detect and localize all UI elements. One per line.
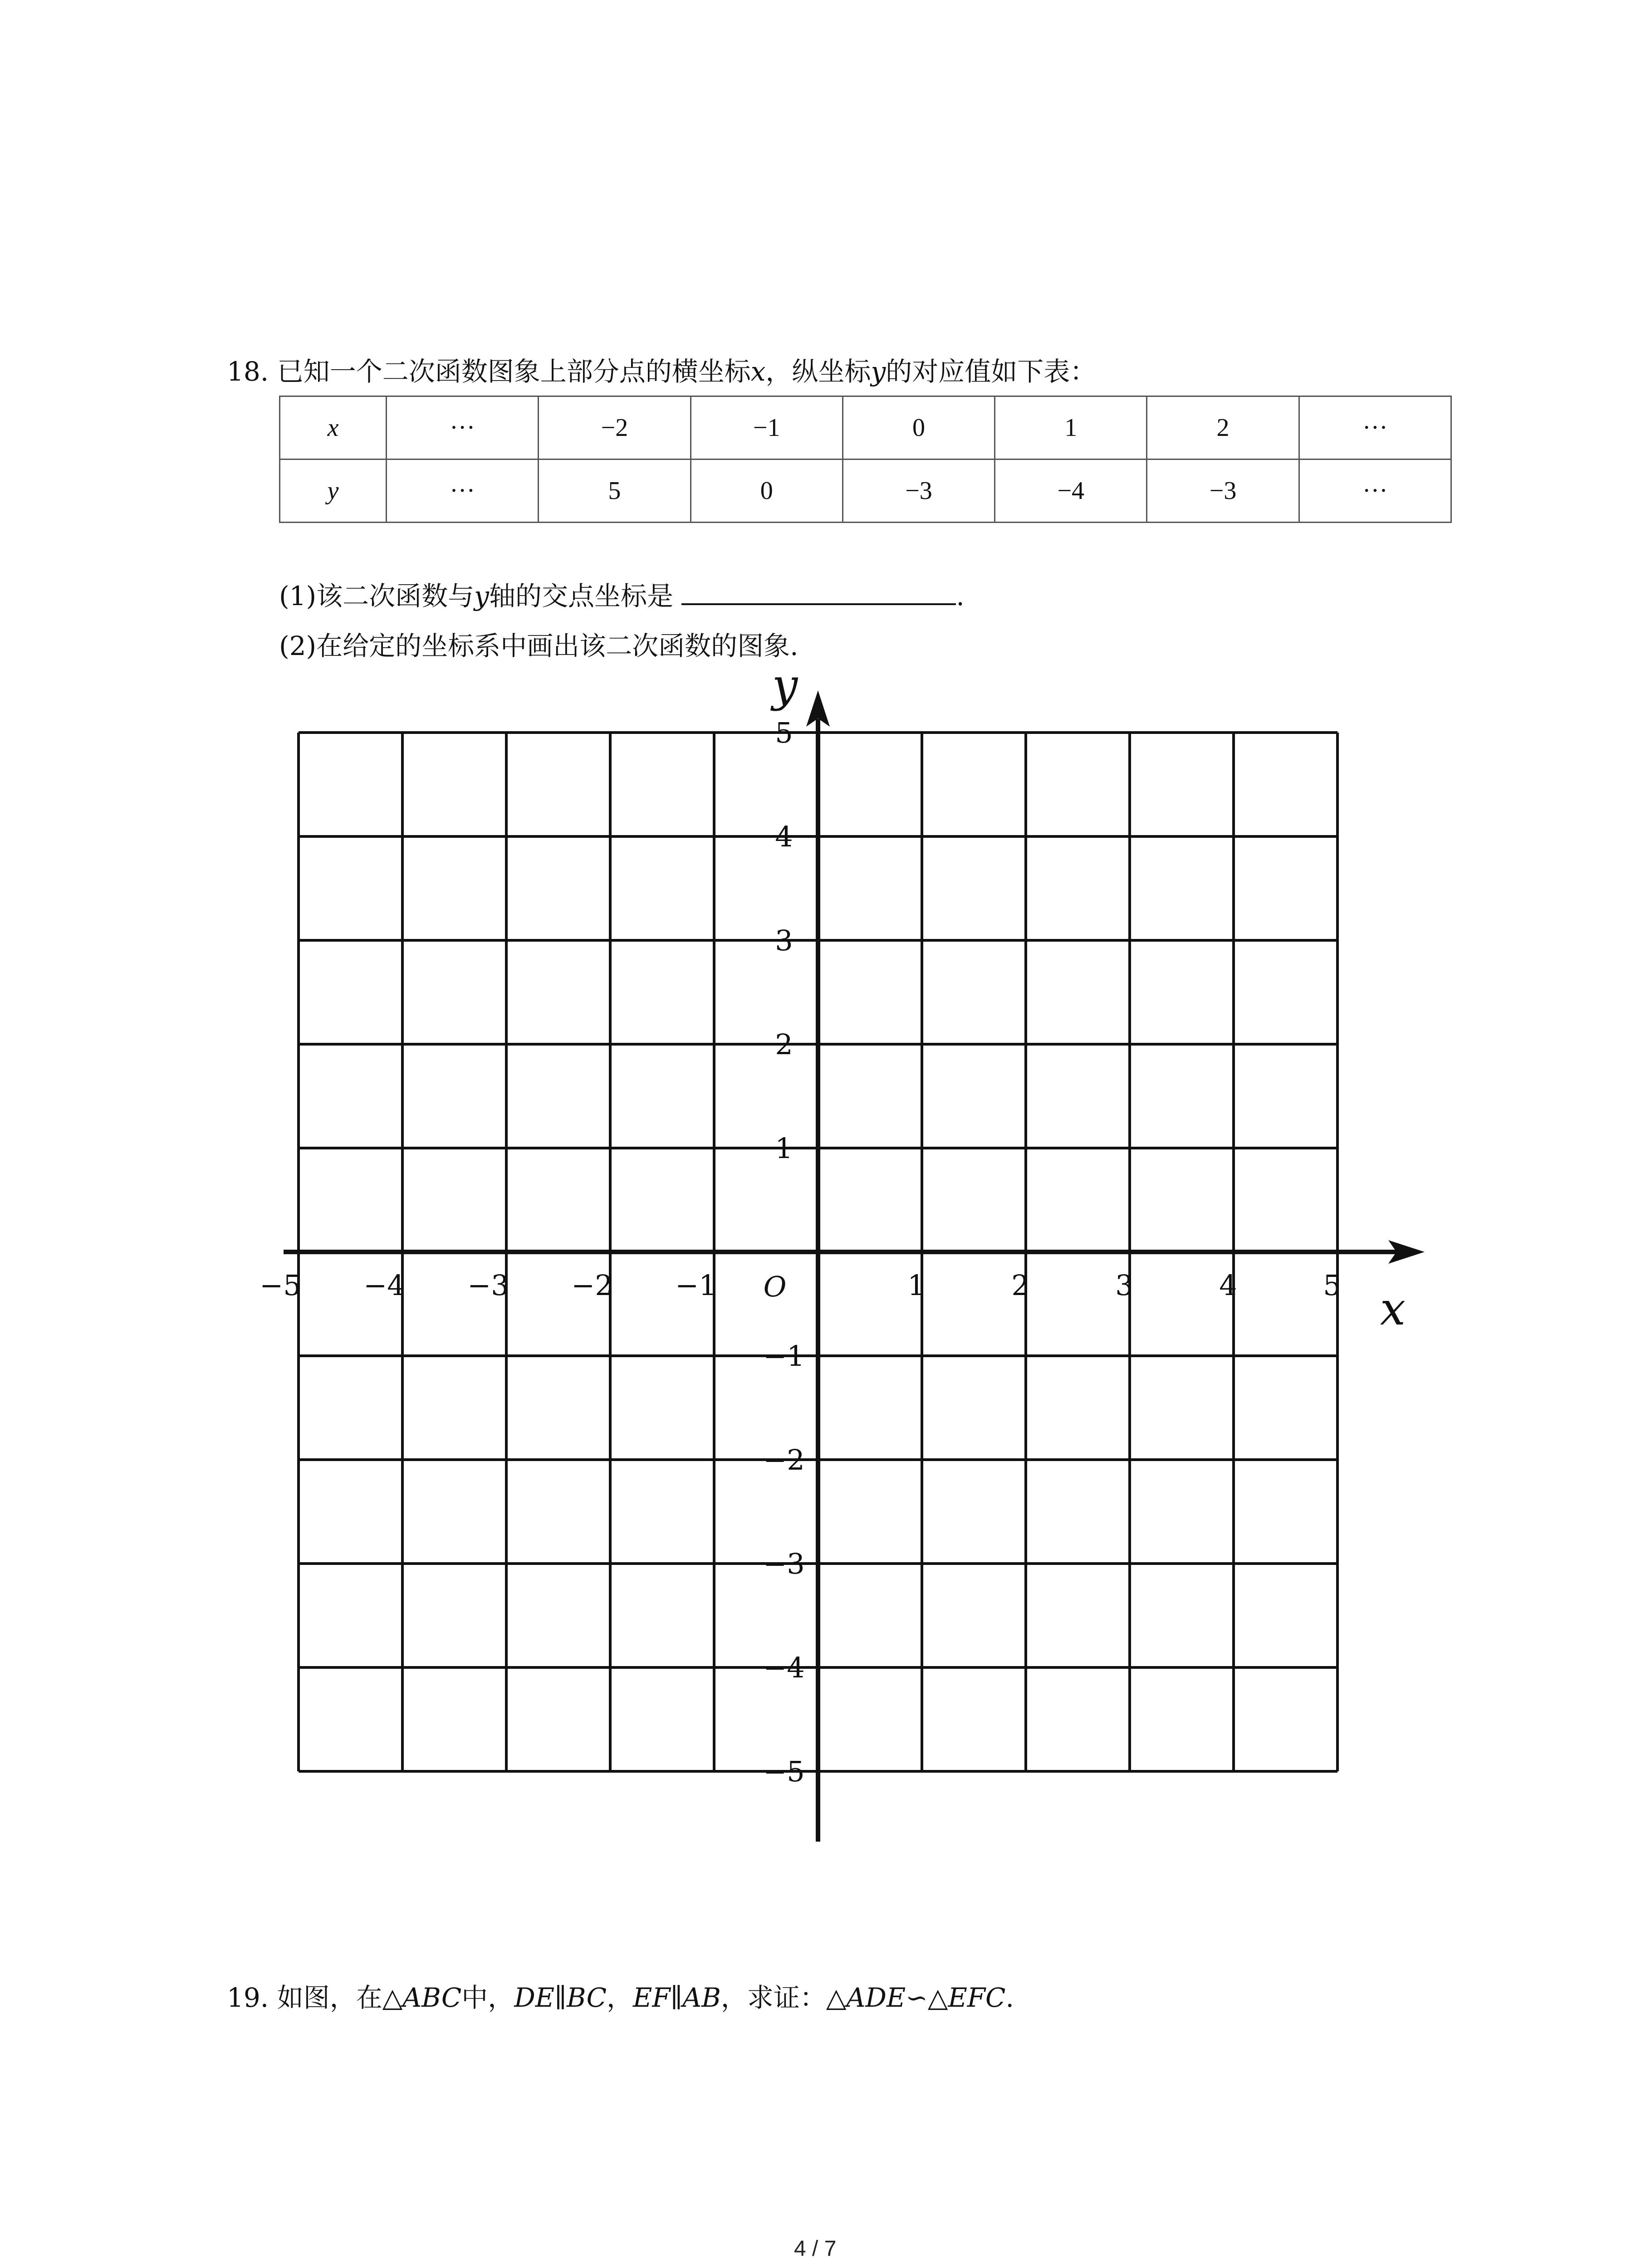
y-tick-label: −1	[763, 1339, 805, 1373]
math-term: ADE	[846, 1982, 906, 2013]
variable-x: x	[750, 356, 766, 387]
stem-text: 中，	[461, 1982, 514, 2013]
x-tick-label: −1	[675, 1269, 717, 1302]
x-tick-label: −4	[363, 1269, 405, 1302]
table-cell: −2	[539, 396, 691, 459]
stem-text: 如图，在△	[277, 1982, 403, 2013]
x-tick-label: 1	[907, 1269, 926, 1302]
math-term: ABC	[402, 1982, 462, 2013]
y-tick-label: 1	[775, 1132, 793, 1165]
y-tick-label: 3	[775, 924, 793, 957]
table-cell: 0	[843, 396, 994, 459]
y-tick-label: −4	[763, 1651, 805, 1684]
table-cell: −3	[1147, 459, 1299, 523]
table-cell: 1	[995, 396, 1147, 459]
table-cell: −3	[843, 459, 994, 523]
stem-text: ∽△	[906, 1982, 948, 2013]
variable-y: y	[474, 581, 489, 611]
y-tick-label: −5	[763, 1755, 805, 1788]
x-tick-label: −3	[467, 1269, 509, 1302]
origin-label: O	[763, 1270, 787, 1303]
table-cell: ···	[387, 459, 539, 523]
x-tick-label: 4	[1219, 1269, 1237, 1302]
question-number: 18.	[227, 356, 269, 387]
part-text: 轴的交点坐标是	[489, 581, 673, 611]
stem-text: ∥	[670, 1982, 683, 2013]
y-tick-label: −2	[763, 1443, 805, 1476]
x-tick-label: 2	[1011, 1269, 1029, 1302]
x-tick-label: 3	[1115, 1269, 1133, 1302]
math-term: BC	[566, 1982, 607, 2013]
table-cell: ···	[387, 396, 539, 459]
y-tick-label: 4	[775, 820, 793, 853]
part-text: (1)该二次函数与	[279, 581, 475, 611]
y-tick-label: −3	[763, 1547, 805, 1580]
y-tick-label: 5	[775, 716, 793, 749]
y-axis-label: y	[772, 659, 798, 712]
math-term: EFC	[948, 1982, 1006, 2013]
table-cell: −4	[995, 459, 1147, 523]
question-number: 19.	[227, 1982, 269, 2013]
table-cell: −1	[691, 396, 843, 459]
part-text: .	[956, 581, 965, 611]
table-header-x: x	[280, 396, 387, 459]
table-cell: 5	[539, 459, 691, 523]
table-cell: ···	[1299, 459, 1451, 523]
y-tick-label: 2	[775, 1028, 793, 1061]
question-19-stem	[227, 1984, 1014, 2011]
stem-text: ∥	[554, 1982, 567, 2013]
x-tick-label: 5	[1323, 1269, 1341, 1302]
stem-text: 的对应值如下表：	[886, 356, 1097, 387]
table-cell: 2	[1147, 396, 1299, 459]
table-cell: ···	[1299, 396, 1451, 459]
stem-text: .	[1005, 1982, 1014, 2013]
math-term: DE	[514, 1982, 555, 2013]
axes	[284, 690, 1425, 1842]
x-tick-label: −2	[571, 1269, 613, 1302]
stem-text: 已知一个二次函数图象上部分点的横坐标	[277, 356, 751, 387]
page-number: 4 / 7	[794, 2237, 837, 2261]
variable-y: y	[871, 356, 886, 387]
stem-text: ，	[607, 1982, 633, 2013]
table-cell: 0	[691, 459, 843, 523]
x-tick-label: −5	[260, 1269, 301, 1302]
stem-text: ，纵坐标	[765, 356, 871, 387]
question-18-part-2: (2)在给定的坐标系中画出该二次函数的图象.	[279, 631, 798, 661]
stem-text: ，求证：△	[720, 1982, 847, 2013]
math-term: EF	[633, 1982, 671, 2013]
table-header-y: y	[280, 459, 387, 523]
x-axis-label: x	[1380, 1282, 1406, 1335]
math-term: AB	[682, 1982, 721, 2013]
